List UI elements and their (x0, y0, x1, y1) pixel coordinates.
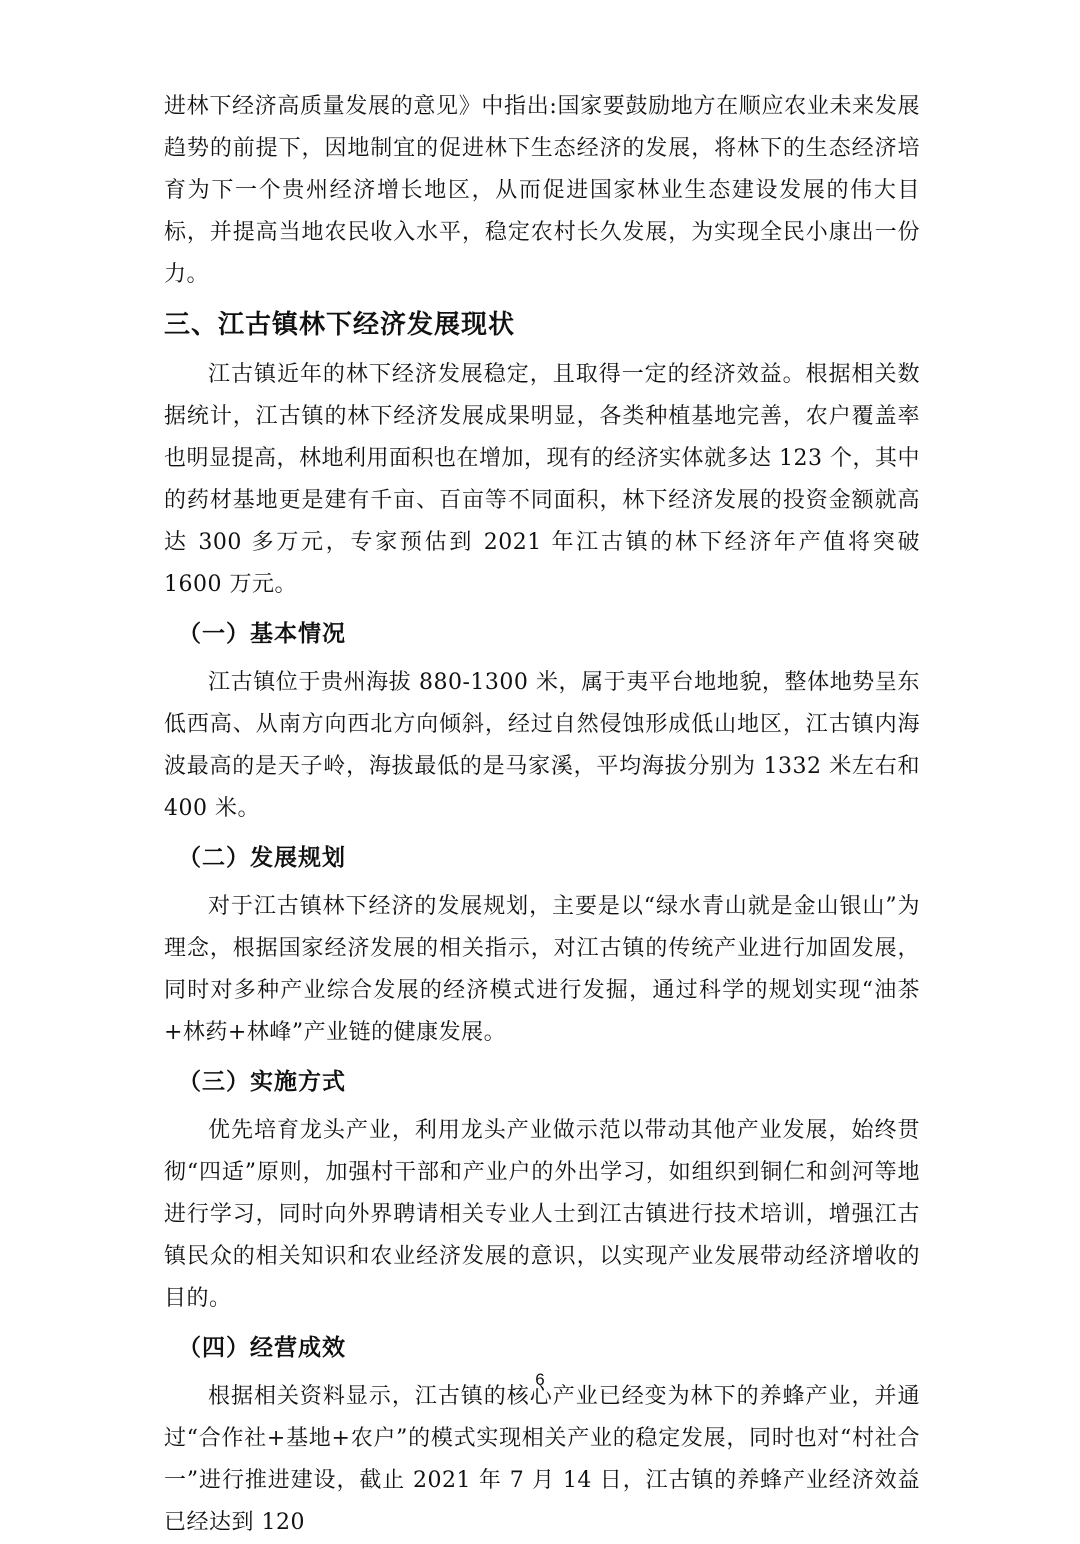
subsection-paragraph: 优先培育龙头产业，利用龙头产业做示范以带动其他产业发展，始终贯彻“四适”原则，加强村干部和产业户的外出学习，如组织到铜仁和剑河等地进行学习，同时向外界聘请相关专业人士到江古镇进行技术培训，增强江古镇民众的相关知识和农业经济发展的意识，以实现产业发展带动经济增收的目的。 (164, 1118, 920, 1311)
subsection-heading-development-plan: （二）发展规划 (178, 845, 346, 871)
subsection-heading-basic-situation: （一）基本情况 (178, 621, 346, 647)
page-content (164, 86, 920, 1544)
subsection-paragraph: 江古镇位于贵州海拔 880-1300 米，属于夷平台地地貌，整体地势呈东低西高、从南方向西北方向倾斜，经过自然侵蚀形成低山地区，江古镇内海波最高的是天子岭，海拔最低的是马家溪，平均海拔分别为 1332 米左右和 400 米。 (164, 670, 920, 821)
intro-paragraph: 进林下经济高质量发展的意见》中指出:国家要鼓励地方在顺应农业未来发展趋势的前提下，因地制宜的促进林下生态经济的发展，将林下的生态经济培育为下一个贵州经济增长地区，从而促进国家林业生态建设发展的伟大目标，并提高当地农民收入水平，稳定农村长久发展，为实现全民小康出一份力。 (164, 94, 920, 287)
subsection-paragraph: 对于江古镇林下经济的发展规划，主要是以“绿水青山就是金山银山”为理念，根据国家经济发展的相关指示，对江古镇的传统产业进行加固发展，同时对多种产业综合发展的经济模式进行发掘，通过科学的规划实现“油茶+林药+林峰”产业链的健康发展。 (164, 894, 920, 1045)
section-paragraph: 江古镇近年的林下经济发展稳定，且取得一定的经济效益。根据相关数据统计，江古镇的林下经济发展成果明显，各类种植基地完善，农户覆盖率也明显提高，林地利用面积也在增加，现有的经济实体就多达 123 个，其中的药材基地更是建有千亩、百亩等不同面积，林下经济发展的投资金额就高达 300 多万元，专家预估到 2021 年江古镇的林下经济年产值将突破 1600 万元。 (164, 362, 920, 597)
page-number: 6 (535, 1370, 545, 1389)
subsection-heading-business-results: （四）经营成效 (178, 1335, 346, 1361)
section-heading: 三、江古镇林下经济发展现状 (164, 310, 516, 340)
subsection-heading-implementation: （三）实施方式 (178, 1069, 346, 1095)
subsection-paragraph: 根据相关资料显示，江古镇的核心产业已经变为林下的养蜂产业，并通过“合作社+基地+农户”的模式实现相关产业的稳定发展，同时也对“村社合一”进行推进建设，截止 2021 年 7 月 14 日，江古镇的养蜂产业经济效益已经达到 120 (164, 1384, 920, 1535)
